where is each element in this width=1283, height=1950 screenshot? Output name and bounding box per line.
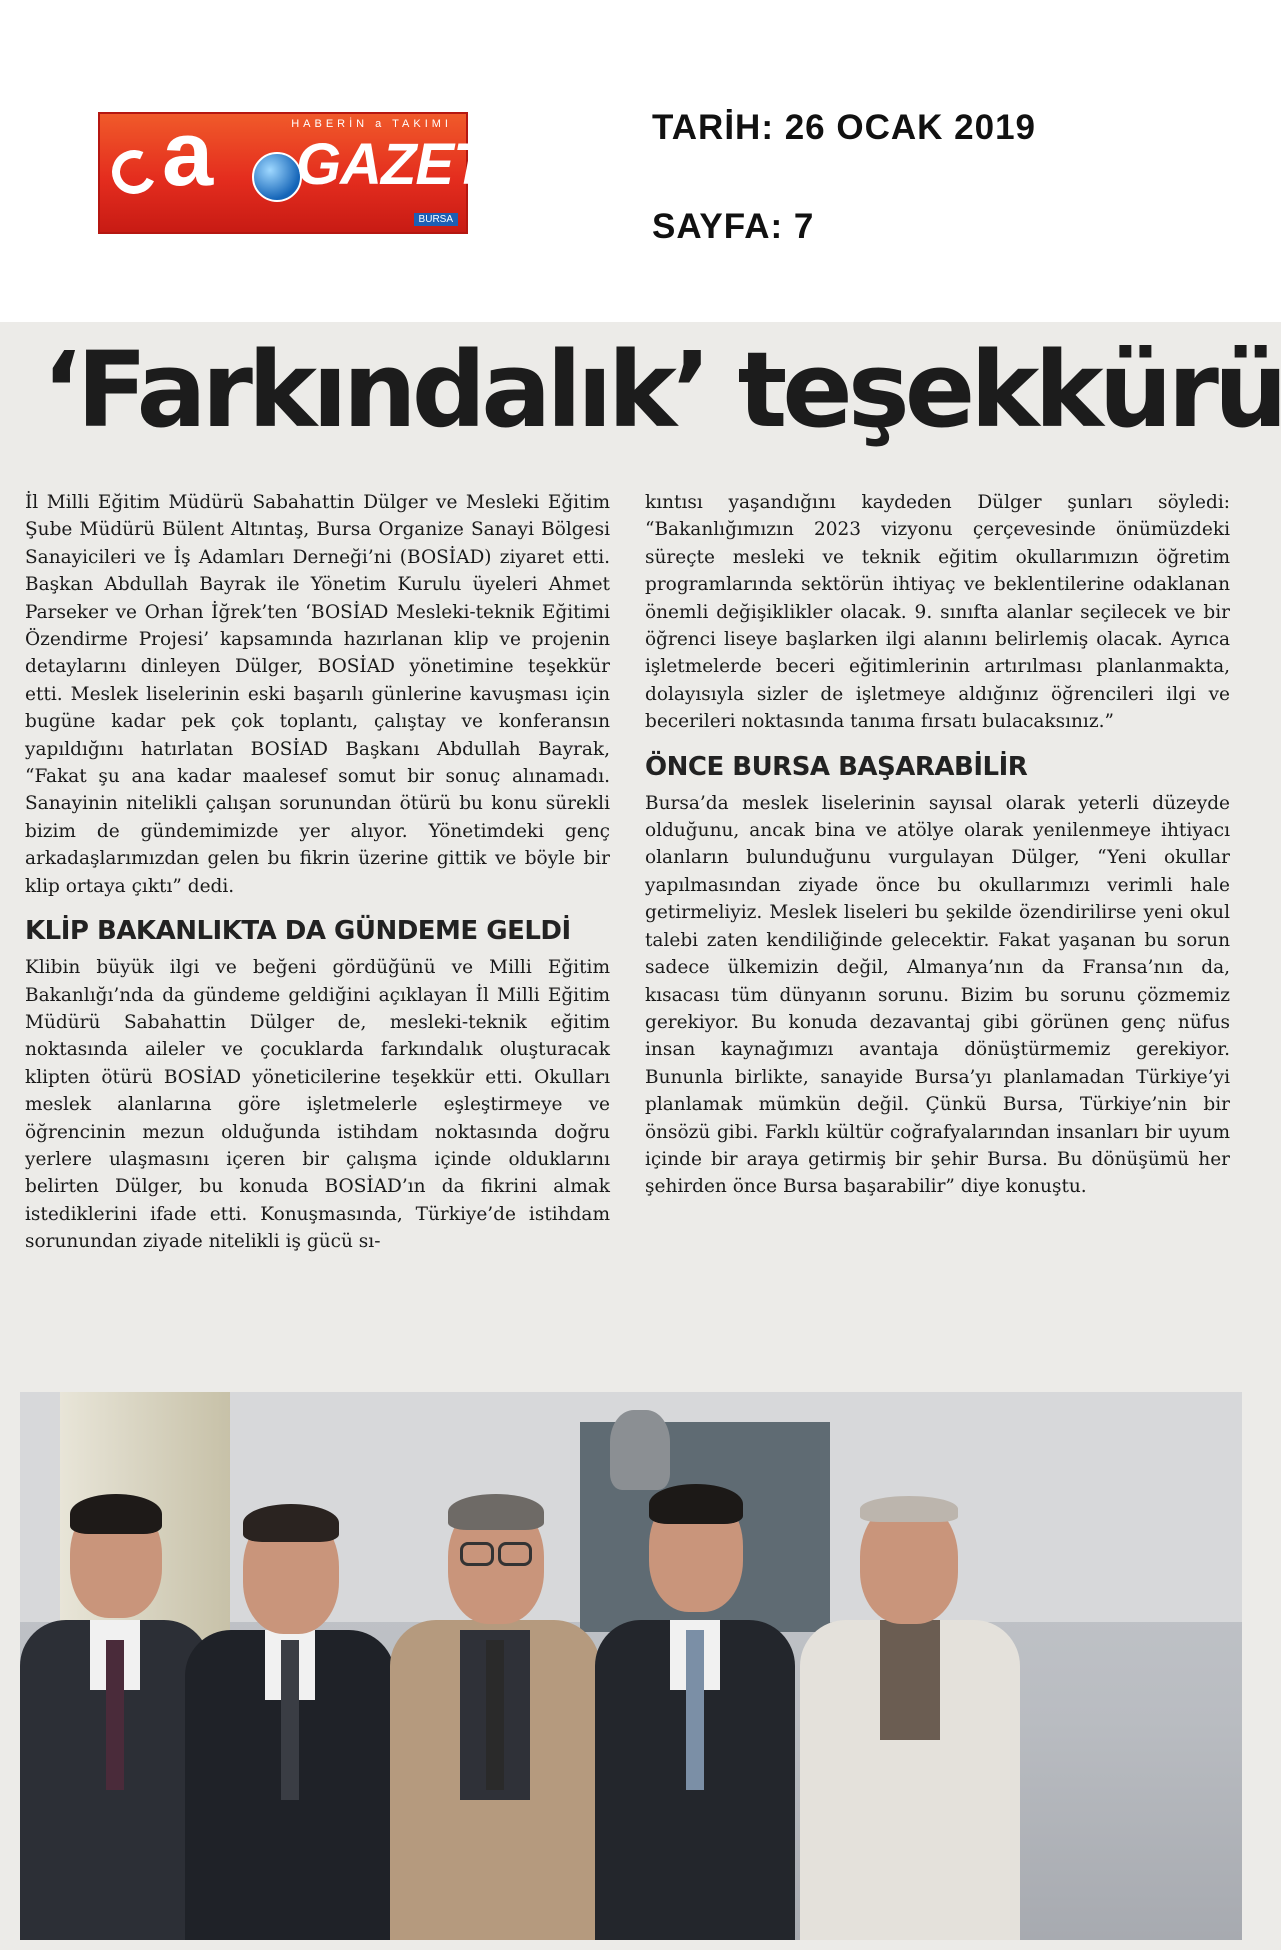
newspaper-logo <box>98 103 526 234</box>
photo-person-1 <box>20 1500 210 1940</box>
photo-person-4 <box>595 1490 795 1940</box>
date-line: TARİH: 26 OCAK 2019 <box>652 108 1037 147</box>
left-paragraph-2: Klibin büyük ilgi ve beğeni gördüğünü ve Milli Eğitim Bakanlığı’nda da gündeme geldiğini açıklayan İl Milli Eğitim Müdürü Sabahattin Dülger de, mesleki-teknik eğitim noktasında aileler ve çocuklarda farkındalık oluşturacak klipten ötürü BOSİAD yöneticilerine teşekkür etti. Okulları meslek alanlarına göre işletmelerle eşleştirmeye ve öğrencinin mezun olduğunda istihdam noktasında doğru yerlere ulaşmasını içeren bir çalışma içinde olduklarını belirten Dülger, bu konuda BOSİAD’ın da fikrini almak istediklerini ifade etti. Konuşmasında, Türkiye’de istihdam sorunundan ziyade nitelikli iş gücü sı- <box>25 957 610 1253</box>
page-line: SAYFA: 7 <box>652 207 815 246</box>
logo-wordmark: GAZETE <box>296 132 526 197</box>
globe-icon <box>252 152 302 202</box>
photo-person-3 <box>390 1500 600 1940</box>
photo-portrait <box>610 1410 670 1490</box>
right-paragraph-2: Bursa’da meslek liselerinin sayısal olarak yeterli düzeyde olduğunu, ancak bina ve atölye olarak yenilenmeye ihtiyacı olanların bulunduğunu vurgulayan Dülger, “Yeni okullar yapılmasından ziyade önce bu okullarımızı verimli hale getirmeliyiz. Meslek liseleri bu şekilde özendirilirse yeni okul talebi zaten kendiliğinde gelecektir. Fakat yaşanan bu sorun sadece ülkemizin değil, Almanya’nın da Fransa’nın da, kısacası tüm dünyanın sorunu. Bizim bu sorunu çözmemiz gerekiyor. Bu konuda dezavantaj gibi görünen genç nüfus insan kaynağımızı avantaja dönüştürmemiz gerekiyor. Bununla birlikte, sanayide Bursa’yı planlamadan Türkiye’yi planlamak mümkün değil. Çünkü Bursa, Türkiye’nin bir önsözü gibi. Farklı kültür coğrafyalarından insanları bir uyum içinde bir araya getirmiş bir şehir Bursa. Bu dönüşümü her şehirden önce Bursa başarabilir” diye konuştu. <box>645 792 1230 1198</box>
newspaper-clipping <box>0 322 1281 1950</box>
logo-letter: a <box>162 103 214 205</box>
photo-person-2 <box>185 1510 395 1940</box>
article-headline: ‘Farkındalık’ teşekkürü <box>42 329 1283 451</box>
right-paragraph-1: kıntısı yaşandığını kaydeden Dülger şunları söyledi: “Bakanlığımızın 2023 vizyonu çerçevesinde önümüzdeki süreçte mesleki ve teknik eğitim okullarımızın öğretim programlarında sektörün ihtiyaç ve beklentilerine odaklanan önemli değişiklikler olacak. 9. sınıfta alanlar seçilecek ve bir öğrenci liseye başlarken ilgi alanını belirlemiş olacak. Ayrıca işletmelerde beceri eğitimlerinin artırılması planlanmakta, dolayısıyla sizler de işletmeye aldığınız öğrencileri ilgi ve becerileri noktasında tanıma fırsatı bulacaksınız.” <box>645 492 1230 733</box>
left-subheading: KLİP BAKANLIKTA DA GÜNDEME GELDİ <box>25 916 571 947</box>
article-left-column <box>25 489 610 1256</box>
logo-tagline: HABERİN a TAKIMI <box>291 118 452 130</box>
logo-city-badge: BURSA <box>414 213 458 226</box>
photo-person-5 <box>800 1500 1020 1940</box>
left-paragraph-1: İl Milli Eğitim Müdürü Sabahattin Dülger ve Mesleki Eğitim Şube Müdürü Bülent Altıntaş, Bursa Organize Sanayi Bölgesi Sanayicileri ve İş Adamları Derneği’ni (BOSİAD) ziyaret etti. Başkan Abdullah Bayrak ile Yönetim Kurulu üyeleri Ahmet Parseker ve Orhan İğrek’ten ‘BOSİAD Mesleki-teknik Eğitimi Özendirme Projesi’ kapsamında hazırlanan klip ve projenin detaylarını dinleyen Dülger, BOSİAD yönetimine teşekkür etti. Meslek liselerinin eski başarılı günlerine kavuşması için bugüne kadar pek çok toplantı, çalıştay ve konferansın yapıldığını hatırlatan BOSİAD Başkanı Abdullah Bayrak, “Fakat şu ana kadar maalesef somut bir sonuç alınamadı. Sanayinin nitelikli çalışan sorunundan ötürü bu konu sürekli bizim de gündemimizde yer alıyor. Yönetimdeki genç arkadaşlarımızdan gelen bu fikrin üzerine gittik ve böyle bir klip ortaya çıktı” dedi. <box>25 492 610 897</box>
article-right-column <box>645 489 1230 1201</box>
group-photo <box>20 1392 1242 1940</box>
crescent-icon <box>106 144 162 200</box>
right-subheading: ÖNCE BURSA BAŞARABİLİR <box>645 751 1028 782</box>
